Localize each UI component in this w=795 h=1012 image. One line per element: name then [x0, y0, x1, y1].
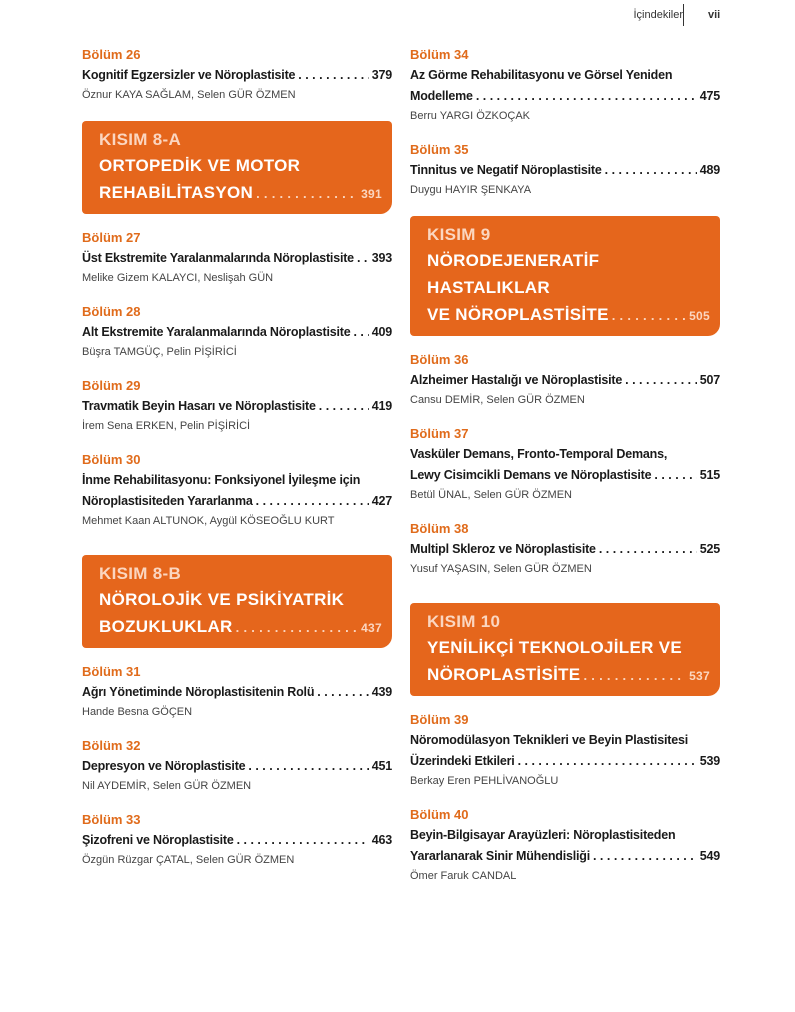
section-title: İçindekiler: [633, 9, 683, 21]
chapter-page: 549: [699, 849, 720, 863]
chapter-page: 507: [699, 373, 720, 387]
leader-dots: [256, 491, 369, 512]
part-title-line2: REHABİLİTASYON: [99, 183, 254, 202]
leader-dots: [476, 86, 697, 107]
leader-dots: [248, 756, 368, 777]
chapter-title: Travmatik Beyin Hasarı ve Nöroplastisite: [82, 399, 316, 413]
chapter-page: 525: [699, 542, 720, 556]
chapter-authors: Berkay Eren PEHLİVANOĞLU: [410, 775, 559, 787]
toc-part-9[interactable]: [410, 216, 720, 336]
chapter-title: Alzheimer Hastalığı ve Nöroplastisite: [410, 373, 623, 387]
chapter-page: 515: [699, 468, 720, 482]
toc-part-8b[interactable]: [82, 555, 392, 648]
header-divider: [683, 4, 684, 26]
chapter-authors: Yusuf YAŞASIN, Selen GÜR ÖZMEN: [410, 563, 592, 575]
chapter-authors: Nil AYDEMİR, Selen GÜR ÖZMEN: [82, 780, 252, 792]
part-number: KISIM 8-A: [99, 130, 182, 149]
leader-dots: [357, 248, 369, 269]
toc-chapter-27[interactable]: [82, 228, 392, 288]
leader-dots: [612, 302, 686, 329]
part-title-line1: YENİLİKÇİ TEKNOLOJİLER VE: [427, 638, 682, 657]
toc-chapter-38[interactable]: [410, 519, 720, 579]
chapter-number: Bölüm 37: [410, 426, 469, 441]
chapter-authors: Ömer Faruk CANDAL: [410, 870, 517, 882]
part-page: 437: [361, 621, 382, 635]
chapter-title-line1: Az Görme Rehabilitasyonu ve Görsel Yeniden: [410, 68, 673, 82]
chapter-title: Multipl Skleroz ve Nöroplastisite: [410, 542, 596, 556]
chapter-number: Bölüm 29: [82, 378, 141, 393]
toc-part-8a[interactable]: [82, 121, 392, 214]
leader-dots: [256, 180, 358, 207]
leader-dots: [236, 614, 358, 641]
page-number: vii: [708, 9, 721, 21]
chapter-authors: Melike Gizem KALAYCI, Neslişah GÜN: [82, 272, 274, 284]
chapter-number: Bölüm 35: [410, 142, 469, 157]
chapter-title-line2: Yararlanarak Sinir Mühendisliği: [410, 849, 590, 863]
toc-left-column: [82, 45, 392, 884]
chapter-title-line2: Üzerindeki Etkileri: [410, 754, 515, 768]
toc-chapter-26[interactable]: [82, 45, 392, 105]
chapter-title-line1: Vasküler Demans, Fronto-Temporal Demans,: [410, 447, 668, 461]
part-page: 505: [689, 309, 710, 323]
chapter-number: Bölüm 40: [410, 807, 469, 822]
chapter-page: 419: [371, 399, 392, 413]
toc-chapter-39[interactable]: [410, 710, 720, 791]
chapter-title-line2: Nöroplastisiteden Yararlanma: [82, 494, 253, 508]
toc-chapter-28[interactable]: [82, 302, 392, 362]
chapter-title: Alt Ekstremite Yaralanmalarında Nöroplastisite: [82, 325, 351, 339]
chapter-page: 409: [371, 325, 392, 339]
chapter-number: Bölüm 27: [82, 230, 141, 245]
chapter-page: 393: [371, 251, 392, 265]
leader-dots: [625, 370, 697, 391]
chapter-title: Şizofreni ve Nöroplastisite: [82, 833, 234, 847]
part-number: KISIM 8-B: [99, 564, 182, 583]
leader-dots: [298, 65, 368, 86]
chapter-authors: Mehmet Kaan ALTUNOK, Aygül KÖSEOĞLU KURT: [82, 515, 335, 527]
part-number: KISIM 9: [427, 225, 491, 244]
toc-chapter-34[interactable]: [410, 45, 720, 126]
chapter-page: 439: [371, 685, 392, 699]
part-title-line1: NÖROLOJİK VE PSİKİYATRİK: [99, 590, 345, 609]
leader-dots: [654, 465, 696, 486]
leader-dots: [583, 662, 686, 689]
toc-chapter-36[interactable]: [410, 350, 720, 410]
chapter-page: 379: [371, 68, 392, 82]
chapter-title: Üst Ekstremite Yaralanmalarında Nöroplastisite: [82, 251, 354, 265]
chapter-page: 463: [371, 833, 392, 847]
chapter-authors: Betül ÜNAL, Selen GÜR ÖZMEN: [410, 489, 572, 501]
leader-dots: [237, 830, 369, 851]
chapter-title: Kognitif Egzersizler ve Nöroplastisite: [82, 68, 296, 82]
chapter-number: Bölüm 36: [410, 352, 469, 367]
chapter-number: Bölüm 31: [82, 664, 141, 679]
chapter-authors: Berru YARGI ÖZKOÇAK: [410, 110, 531, 122]
chapter-authors: Hande Besna GÖÇEN: [82, 706, 193, 718]
chapter-number: Bölüm 34: [410, 47, 469, 62]
toc-chapter-29[interactable]: [82, 376, 392, 436]
toc-chapter-40[interactable]: [410, 805, 720, 886]
chapter-number: Bölüm 33: [82, 812, 141, 827]
chapter-title-line1: İnme Rehabilitasyonu: Fonksiyonel İyileşme için: [82, 473, 361, 487]
chapter-title: Depresyon ve Nöroplastisite: [82, 759, 246, 773]
chapter-number: Bölüm 39: [410, 712, 469, 727]
chapter-number: Bölüm 38: [410, 521, 469, 536]
chapter-title-line1: Beyin-Bilgisayar Arayüzleri: Nöroplastisiteden: [410, 828, 676, 842]
toc-chapter-30[interactable]: [82, 450, 392, 531]
leader-dots: [353, 322, 368, 343]
chapter-authors: Özgün Rüzgar ÇATAL, Selen GÜR ÖZMEN: [82, 854, 295, 866]
leader-dots: [518, 751, 697, 772]
toc-chapter-35[interactable]: [410, 140, 720, 200]
part-title-line1: ORTOPEDİK VE MOTOR: [99, 156, 301, 175]
chapter-page: 451: [371, 759, 392, 773]
chapter-authors: İrem Sena ERKEN, Pelin PİŞİRİCİ: [82, 420, 251, 432]
toc-chapter-33[interactable]: [82, 810, 392, 870]
chapter-page: 539: [699, 754, 720, 768]
page-header: [0, 0, 795, 32]
toc-chapter-31[interactable]: [82, 662, 392, 722]
part-page: 391: [361, 187, 382, 201]
chapter-number: Bölüm 26: [82, 47, 141, 62]
chapter-page: 489: [699, 163, 720, 177]
toc-chapter-32[interactable]: [82, 736, 392, 796]
part-number: KISIM 10: [427, 612, 501, 631]
chapter-title: Ağrı Yönetiminde Nöroplastisitenin Rolü: [82, 685, 315, 699]
chapter-title-line2: Modelleme: [410, 89, 473, 103]
leader-dots: [599, 539, 697, 560]
leader-dots: [605, 160, 697, 181]
toc-part-10[interactable]: [410, 603, 720, 696]
part-title-line2: NÖROPLASTİSİTE: [427, 665, 581, 684]
chapter-number: Bölüm 28: [82, 304, 141, 319]
leader-dots: [317, 682, 368, 703]
chapter-number: Bölüm 30: [82, 452, 141, 467]
chapter-authors: Duygu HAYIR ŞENKAYA: [410, 184, 532, 196]
part-title-line1: NÖRODEJENERATİF HASTALIKLAR: [427, 251, 600, 297]
chapter-number: Bölüm 32: [82, 738, 141, 753]
toc-right-column: [410, 45, 720, 900]
chapter-authors: Büşra TAMGÜÇ, Pelin PİŞİRİCİ: [82, 346, 237, 358]
part-page: 537: [689, 669, 710, 683]
chapter-title: Tinnitus ve Negatif Nöroplastisite: [410, 163, 602, 177]
chapter-title-line1: Nöromodülasyon Teknikleri ve Beyin Plastisitesi: [410, 733, 688, 747]
part-title-line2: VE NÖROPLASTİSİTE: [427, 305, 609, 324]
chapter-title-line2: Lewy Cisimcikli Demans ve Nöroplastisite: [410, 468, 652, 482]
part-title-line2: BOZUKLUKLAR: [99, 617, 233, 636]
chapter-page: 475: [699, 89, 720, 103]
chapter-page: 427: [371, 494, 392, 508]
leader-dots: [593, 846, 697, 867]
chapter-authors: Öznur KAYA SAĞLAM, Selen GÜR ÖZMEN: [82, 89, 296, 101]
chapter-authors: Cansu DEMİR, Selen GÜR ÖZMEN: [410, 394, 585, 406]
leader-dots: [319, 396, 369, 417]
toc-chapter-37[interactable]: [410, 424, 720, 505]
